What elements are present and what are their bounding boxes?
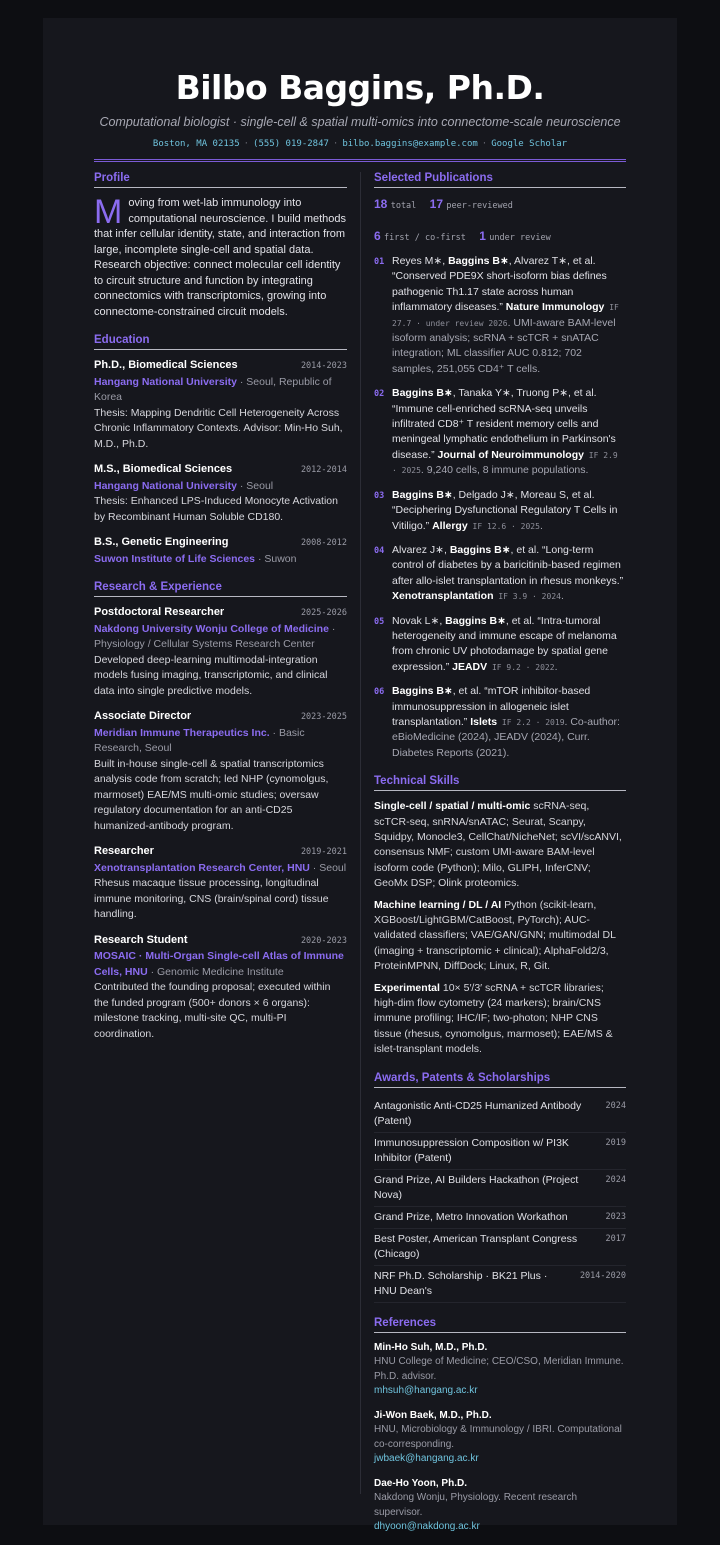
- award-date: 2024: [605, 1100, 626, 1111]
- education-entry: [94, 462, 347, 525]
- skill-text: scRNA-seq, scTCR-seq, snRNA/snATAC; Seurat, Scanpy, Squidpy, Monocle3, CellChat/NicheNet; scVI/scANVI, consensus NMF; custom UMI-aware BAM-level isoform code (Python); Milo, GLIPH, InferCNV; GeoMx DSP; Olink proteomics.: [374, 800, 622, 890]
- skill-group: [374, 981, 626, 1058]
- experience-list: [94, 605, 347, 1042]
- organization-name: Nakdong University Wonju College of Medicine: [94, 622, 329, 635]
- award-item: [374, 1133, 626, 1170]
- publication-number: 05: [374, 616, 385, 627]
- publication-item: [374, 614, 626, 676]
- education-org: [94, 479, 347, 495]
- institution-name: Hangang National University: [94, 479, 237, 492]
- award-date: 2017: [605, 1233, 626, 1244]
- self-author: Baggins B∗: [449, 543, 511, 556]
- dropcap: M: [94, 193, 123, 231]
- education-list: [94, 358, 347, 567]
- self-author: Baggins B∗: [445, 614, 506, 627]
- experience-entry: [94, 844, 347, 923]
- award-date: 2019: [605, 1137, 626, 1148]
- tagline: Computational biologist · single-cell & spatial multi-omics into connectome-scale neuroscience: [99, 115, 621, 129]
- citation-text: , et al. “Intra-tumoral heterogeneity and immune escape of melanoma from chronic UV photodamage by spatial gene expression.”: [392, 614, 617, 673]
- award-name: NRF Ph.D. Scholarship · BK21 Plus · HNU Dean's: [374, 1269, 548, 1297]
- institution-location: · Suwon: [255, 552, 297, 565]
- institution-location: · Seoul, Republic of Korea: [94, 375, 332, 403]
- publications-title: Selected Publications: [374, 172, 626, 188]
- experience-entry: [94, 933, 347, 1043]
- resume-page: [43, 18, 677, 1533]
- journal-name: Xenotransplantation: [392, 590, 494, 603]
- education-entry: [94, 535, 347, 567]
- publication-note: . Co-author: eBioMedicine (2024), JEADV (2024), Curr. Diabetes Reports (2021).: [392, 715, 620, 759]
- publication-number: 01: [374, 257, 385, 267]
- award-name: Grand Prize, Metro Innovation Workathon: [374, 1210, 568, 1223]
- award-item: [374, 1207, 626, 1229]
- education-entry: [94, 358, 347, 452]
- institution-name: Suwon Institute of Life Sciences: [94, 552, 256, 565]
- publication-citation: [392, 488, 626, 534]
- experience-desc: Rhesus macaque tissue processing, longitudinal immune monitoring, CNS (brain/spinal cord) tissue handling.: [94, 877, 329, 920]
- publication-citation: [392, 614, 626, 676]
- experience-date: 2020-2023: [300, 935, 347, 946]
- experience-entry: [94, 709, 347, 834]
- stat-first: 6: [374, 229, 381, 243]
- authors-before: Alvarez J∗,: [392, 543, 450, 556]
- experience-org: [94, 949, 347, 980]
- impact-meta: IF 2.2 · 2019: [497, 717, 565, 727]
- experience-org: [94, 861, 347, 877]
- journal-name: Journal of Neuroimmunology: [437, 448, 584, 461]
- award-name: Best Poster, American Transplant Congress (Chicago): [374, 1232, 578, 1260]
- profile-body: oving from wet-lab immunology into computational neuroscience. I build methods that infer cellular identity, state, and interaction from large, incomplete single-cell and spatial data. Research objective: connect molecular cell identity to circuit structure and function by integrating connectomics with transcriptomics, growing into connectome-constrained circuit models.: [94, 197, 347, 318]
- impact-meta: IF 9.2 · 2022: [487, 662, 555, 672]
- publication-citation: [392, 386, 626, 478]
- experience-entry-head: [94, 844, 347, 861]
- stat-peer: 17: [429, 197, 443, 211]
- experience-desc: Contributed the founding proposal; executed within the funded program (500+ donors × 6 organs): milestone tracking, multi-site QC, multi-PI coordination.: [94, 981, 331, 1040]
- stat-review: 1: [479, 229, 486, 243]
- publication-note: .: [554, 660, 558, 673]
- experience-entry-head: [94, 709, 347, 726]
- publication-note: .: [560, 590, 564, 603]
- authors-before: Reyes M∗,: [392, 255, 449, 267]
- award-name: Immunosuppression Composition w/ PI3K Inhibitor (Patent): [374, 1136, 569, 1164]
- award-item: [374, 1096, 626, 1133]
- education-org: [94, 375, 347, 406]
- reference-item: [374, 1477, 626, 1535]
- organization-location: · Basic Research, Seoul: [94, 726, 305, 754]
- award-item: [374, 1229, 626, 1266]
- education-date: 2012-2014: [300, 465, 347, 475]
- publication-item: [374, 488, 626, 534]
- reference-email[interactable]: dhyoon@nakdong.ac.kr: [374, 1521, 480, 1533]
- candidate-name: Bilbo Baggins, Ph.D.: [175, 68, 545, 107]
- education-entry-head: [94, 358, 347, 375]
- role-title: Researcher: [94, 845, 154, 857]
- self-author: Baggins B∗: [448, 255, 509, 267]
- publication-citation: [392, 543, 626, 605]
- award-name: Grand Prize, AI Builders Hackathon (Project Nova): [374, 1173, 579, 1201]
- header-rule: [94, 159, 626, 162]
- reference-email[interactable]: mhsuh@hangang.ac.kr: [374, 1385, 478, 1397]
- skill-label: Single-cell / spatial / multi-omic: [374, 800, 531, 813]
- reference-desc: HNU, Microbiology & Immunology / IBRI. Computational co-corresponding.: [374, 1424, 622, 1450]
- award-date: 2014-2020: [579, 1270, 626, 1281]
- publication-list: [374, 254, 626, 761]
- right-column: [374, 172, 626, 1545]
- experience-entry: [94, 605, 347, 699]
- experience-title: Research & Experience: [94, 581, 347, 597]
- education-org: [94, 552, 347, 568]
- publication-stats: [374, 196, 626, 246]
- organization-location: · Physiology / Cellular Systems Research Center: [94, 622, 336, 650]
- role-title: Associate Director: [94, 710, 192, 722]
- journal-name: JEADV: [452, 660, 488, 673]
- award-item: [374, 1266, 626, 1303]
- award-name: Antagonistic Anti-CD25 Humanized Antibody (Patent): [374, 1099, 582, 1127]
- reference-name: Ji-Won Baek, M.D., Ph.D.: [374, 1409, 492, 1421]
- institution-location: · Seoul: [236, 479, 274, 492]
- self-author: Baggins B∗: [392, 387, 453, 400]
- stat-review-label: under review: [489, 233, 551, 243]
- degree-title: B.S., Genetic Engineering: [94, 536, 229, 548]
- skill-text: Python (scikit-learn, XGBoost/LightGBM/CatBoost, PyTorch); AUC-validated classifiers; VAE/GAN/GNN; multimodal DL (imaging + transcriptomic + clinical); AlphaFold2/3, ProteinMPNN, DiffDock; Linux, R, Git.: [374, 898, 616, 973]
- profile-title: Profile: [94, 172, 347, 188]
- awards-title: Awards, Patents & Scholarships: [374, 1072, 626, 1088]
- citation-text: , et al. “mTOR inhibitor-based immunosuppression in allogeneic islet transplantation.”: [392, 685, 591, 728]
- degree-title: Ph.D., Biomedical Sciences: [94, 359, 238, 371]
- impact-meta: IF 3.9 · 2024: [493, 592, 561, 602]
- publication-number: 03: [374, 490, 385, 501]
- phone: (555) 019-2847: [253, 139, 329, 149]
- stat-peer-label: peer-reviewed: [446, 201, 513, 211]
- profile-text: [94, 193, 347, 320]
- publication-note: .: [539, 519, 543, 532]
- experience-org: [94, 726, 347, 757]
- experience-desc: Developed deep-learning multimodal-integration models fusing imaging, transcriptomic, and clinical data into single predictive models.: [94, 653, 328, 697]
- education-desc: Thesis: Mapping Dendritic Cell Heterogeneity Across Chronic Inflammatory Contexts. Advisor: Min-Ho Suh, M.D., Ph.D.: [94, 406, 343, 450]
- stat-total-label: total: [390, 201, 417, 211]
- publication-item: [374, 254, 626, 377]
- stat-first-label: first / co-first: [384, 233, 466, 243]
- self-author: Baggins B∗: [392, 685, 453, 698]
- reference-item: [374, 1341, 626, 1399]
- award-date: 2023: [605, 1211, 626, 1222]
- skill-label: Machine learning / DL / AI: [374, 898, 502, 911]
- reference-desc: HNU College of Medicine; CEO/CSO, Meridian Immune. Ph.D. advisor.: [374, 1356, 624, 1382]
- impact-meta: IF 12.6 · 2025: [467, 521, 540, 531]
- reference-email[interactable]: jwbaek@hangang.ac.kr: [374, 1453, 479, 1465]
- citation-text: , Delgado J∗, Moreau S, et al. “Deciphering Dysfunctional Regulatory T Cells in Vitiligo.”: [392, 488, 618, 532]
- reference-name: Min-Ho Suh, M.D., Ph.D.: [374, 1341, 488, 1353]
- award-date: 2024: [605, 1174, 626, 1185]
- experience-date: 2023-2025: [300, 712, 347, 722]
- citation-text: , Alvarez T∗, et al. “Conserved PDE9X short-isoform bias defines pathogenic Th1.17 state across human inflammatory diseases.”: [392, 255, 607, 314]
- scholar-link[interactable]: Google Scholar: [491, 139, 568, 149]
- role-title: Postdoctoral Researcher: [94, 606, 225, 618]
- impact-meta: IF 27.7 · under review 2026: [392, 303, 619, 328]
- skill-group: [374, 799, 626, 891]
- skill-label: Experimental: [374, 981, 440, 994]
- left-column: [94, 172, 347, 1052]
- publication-citation: [392, 684, 626, 761]
- education-date: 2008-2012: [300, 538, 347, 548]
- citation-text: , et al. “Long-term control of diabetes by a baricitinib-based regimen after allo-islet transplantation in rhesus monkeys.”: [392, 543, 624, 587]
- skills-title: Technical Skills: [374, 775, 626, 791]
- organization-location: · Seoul: [309, 861, 347, 874]
- skill-text: 10× 5′/3′ scRNA + scTCR libraries; high-dim flow cytometry (24 markers); brain/CNS immune profiling; IHC/IF; two-photon; NHP CNS tissue (rhesus, cynomolgus, marmoset); EAE/MS & islet-transplant models.: [374, 981, 613, 1056]
- authors-before: Novak L∗,: [392, 614, 446, 627]
- education-entry-head: [94, 462, 347, 479]
- email-link[interactable]: bilbo.baggins@example.com: [342, 139, 478, 149]
- reference-desc: Nakdong Wonju, Physiology. Recent research supervisor.: [374, 1492, 578, 1518]
- experience-desc: Built in-house single-cell & spatial transcriptomics analysis code from scratch; led NHP (cynomolgus, marmoset) EAE/MS multi-omic studies; oversaw regulatory documentation for an anti-CD25 humanized-antibody program.: [94, 757, 329, 832]
- references-list: [374, 1341, 626, 1535]
- experience-date: 2019-2021: [300, 847, 347, 857]
- experience-entry-head: [94, 933, 347, 950]
- experience-date: 2025-2026: [300, 608, 347, 618]
- publication-note: . 9,240 cells, 8 immune populations.: [420, 464, 589, 477]
- publication-number: 02: [374, 389, 385, 400]
- education-desc: Thesis: Enhanced LPS-Induced Monocyte Activation by Recombinant Human Soluble CD180.: [94, 495, 338, 523]
- skills-list: [374, 799, 626, 1058]
- reference-name: Dae-Ho Yoon, Ph.D.: [374, 1477, 467, 1489]
- references-title: References: [374, 1317, 626, 1333]
- resume-content: [94, 18, 626, 1533]
- organization-location: · Genomic Medicine Institute: [147, 965, 284, 978]
- self-author: Baggins B∗: [392, 488, 453, 501]
- impact-meta: IF 2.9 · 2025: [392, 450, 618, 476]
- publication-item: [374, 386, 626, 478]
- organization-name: MOSAIC · Multi-Organ Single-cell Atlas of Immune Cells, HNU: [94, 950, 344, 978]
- organization-name: Meridian Immune Therapeutics Inc.: [94, 726, 270, 739]
- education-title: Education: [94, 334, 347, 350]
- institution-name: Hangang National University: [94, 375, 237, 388]
- journal-name: Islets: [470, 715, 498, 728]
- skill-group: [374, 898, 626, 975]
- awards-list: [374, 1096, 626, 1303]
- citation-text: , Tanaka Y∗, Truong P∗, et al. “Immune cell-enriched scRNA-seq unveils infiltrated CD8⁺ T resident memory cells and meningeal lymphatic endothelium in Parkinson's disease.”: [392, 387, 616, 461]
- publication-number: 04: [374, 545, 385, 556]
- publication-item: [374, 684, 626, 761]
- publication-citation: [392, 254, 626, 377]
- stat-total: 18: [374, 197, 388, 211]
- education-date: 2014-2023: [300, 361, 347, 371]
- reference-item: [374, 1409, 626, 1467]
- organization-name: Xenotransplantation Research Center, HNU: [94, 861, 310, 874]
- resume-header: [94, 18, 626, 162]
- publication-number: 06: [374, 687, 385, 698]
- column-divider: [360, 172, 361, 1494]
- experience-org: [94, 622, 347, 653]
- award-item: [374, 1170, 626, 1207]
- journal-name: Allergy: [432, 519, 468, 532]
- journal-name: Nature Immunology: [505, 301, 605, 314]
- experience-entry-head: [94, 605, 347, 622]
- publication-note: . UMI-aware BAM-level isoform analysis; scRNA + scTCR + snATAC integration; ML classifier AUC 0.812; 702 samples, 251,055 CD4⁺ T cells.: [392, 316, 616, 375]
- contact-line: Boston, MA 02135 · (555) 019-2847 · bilbo.baggins@example.com · Google Scholar: [152, 139, 568, 149]
- degree-title: M.S., Biomedical Sciences: [94, 463, 233, 475]
- education-entry-head: [94, 535, 347, 552]
- location: Boston, MA 02135: [152, 139, 240, 149]
- publication-item: [374, 543, 626, 605]
- role-title: Research Student: [94, 933, 188, 946]
